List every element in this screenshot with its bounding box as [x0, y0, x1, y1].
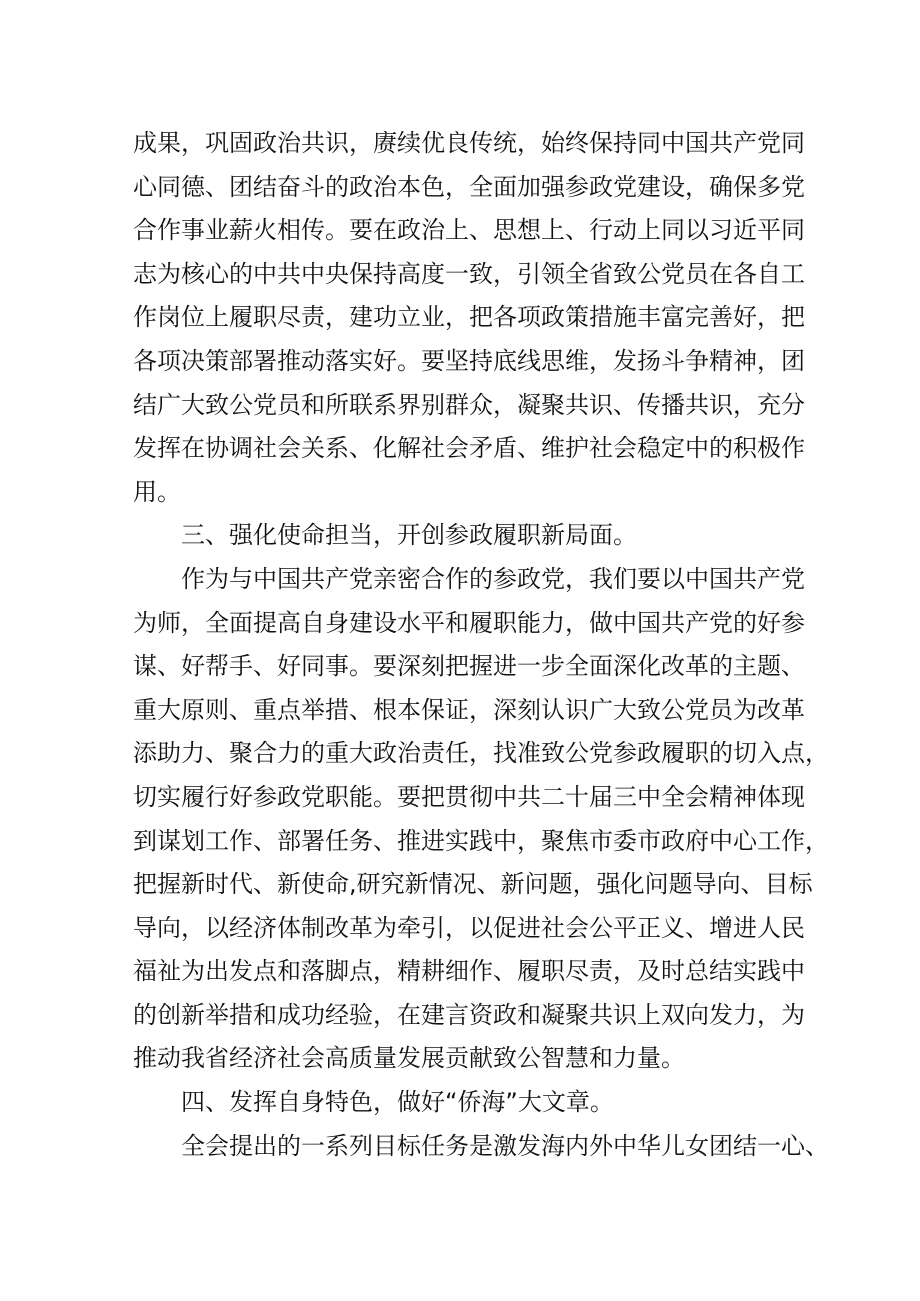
body-text — [133, 122, 829, 1168]
text-line: 各项决策部署推动落实好。要坚持底线思维，发扬斗争精神，团 — [133, 346, 805, 375]
text-line: 谋、好帮手、好同事。要深刻把握进一步全面深化改革的主题、 — [133, 652, 805, 681]
text-line: 切实履行好参政党职能。要把贯彻中共二十届三中全会精神体现 — [133, 782, 805, 811]
text-line: 发挥在协调社会关系、化解社会矛盾、维护社会稳定中的积极作 — [133, 434, 805, 463]
text-line: 全会提出的一系列目标任务是激发海内外中华儿女团结一心、 — [181, 1131, 829, 1160]
section-heading-4: 四、发挥自身特色，做好“侨海”大文章。 — [181, 1088, 614, 1117]
text-line: 重大原则、重点举措、根本保证，深刻认识广大致公党员为改革 — [133, 695, 805, 724]
text-line: 合作事业薪火相传。要在政治上、思想上、行动上同以习近平同 — [133, 216, 805, 245]
text-line: 把握新时代、新使命,研究新情况、新问题，强化问题导向、目标 — [133, 870, 813, 899]
text-line: 作为与中国共产党亲密合作的参政党，我们要以中国共产党 — [181, 564, 805, 593]
text-line: 作岗位上履职尽责，建功立业，把各项政策措施丰富完善好，把 — [133, 303, 805, 332]
text-line: 结广大致公党员和所联系界别群众，凝聚共识、传播共识，充分 — [133, 390, 805, 419]
text-line: 推动我省经济社会高质量发展贡献致公智慧和力量。 — [133, 1044, 685, 1073]
text-line: 为师，全面提高自身建设水平和履职能力，做中国共产党的好参 — [133, 608, 805, 637]
text-line: 到谋划工作、部署任务、推进实践中，聚焦市委市政府中心工作， — [133, 826, 829, 855]
text-line: 导向，以经济体制改革为牵引，以促进社会公平正义、增进人民 — [133, 913, 805, 942]
text-line: 用。 — [133, 477, 181, 506]
text-line: 的创新举措和成功经验，在建言资政和凝聚共识上双向发力，为 — [133, 1000, 805, 1029]
text-line: 福祉为出发点和落脚点，精耕细作、履职尽责，及时总结实践中 — [133, 957, 805, 986]
text-line: 心同德、团结奋斗的政治本色，全面加强参政党建设，确保多党 — [133, 172, 805, 201]
text-line: 志为核心的中共中央保持高度一致，引领全省致公党员在各自工 — [133, 259, 805, 288]
section-heading-3: 三、强化使命担当，开创参政履职新局面。 — [181, 521, 637, 550]
text-line: 成果，巩固政治共识，赓续优良传统，始终保持同中国共产党同 — [133, 129, 805, 157]
text-line: 添助力、聚合力的重大政治责任，找准致公党参政履职的切入点， — [133, 739, 829, 768]
